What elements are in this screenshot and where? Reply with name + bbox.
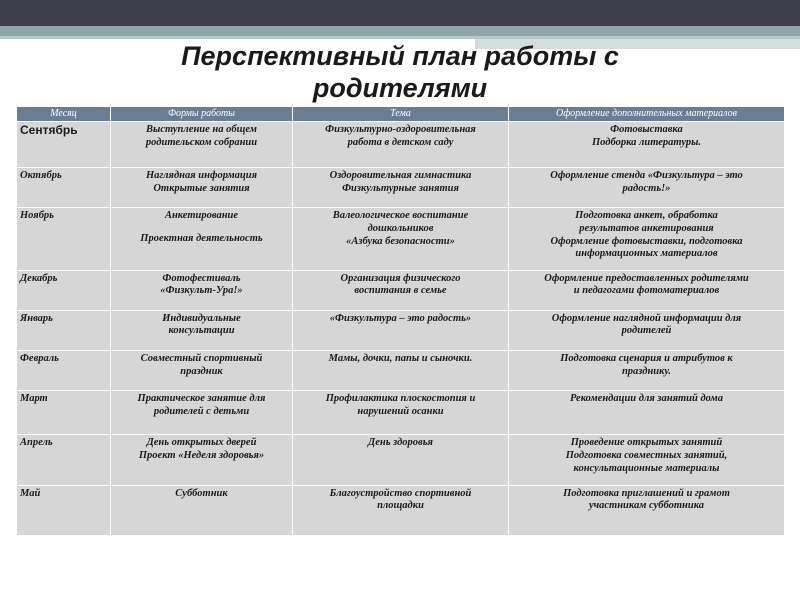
page-title: Перспективный план работы с родителями [181, 41, 619, 103]
cell-line: «Азбука безопасности» [346, 235, 455, 247]
cell-line: «Физкульт-Ура!» [160, 285, 243, 297]
theme-cell [293, 270, 509, 310]
theme-cell [293, 485, 509, 535]
forms-cell [111, 351, 293, 391]
cell-line: Оформление фотовыставки, подготовка [550, 235, 743, 247]
materials-cell [509, 351, 785, 391]
month-cell: Апрель [17, 435, 111, 485]
table-row [17, 351, 785, 391]
table-row [17, 435, 785, 485]
cell-line: Выступление на общем [146, 124, 257, 135]
forms-cell [111, 485, 293, 535]
cell-line: участникам субботника [588, 500, 705, 512]
forms-cell [111, 208, 293, 270]
table-row [17, 208, 785, 270]
forms-cell [111, 122, 293, 168]
header-stripe [0, 26, 800, 36]
table-row [17, 122, 785, 168]
cell-line: Подготовка сценария и атрибутов к [560, 353, 733, 365]
cell-line: Фотофестиваль [162, 272, 241, 284]
cell-line: Профилактика плоскостопия и [325, 393, 476, 405]
cell-line: Благоустройство спортивной [329, 487, 472, 499]
forms-cell [111, 391, 293, 435]
table-row [17, 270, 785, 310]
month-cell: Сентябрь [17, 122, 111, 168]
cell-line: празднику. [621, 365, 672, 377]
top-bar [0, 0, 800, 26]
cell-line: Фотовыставка [610, 124, 683, 135]
cell-line: Подготовка приглашений и грамот [563, 487, 730, 499]
forms-cell [111, 168, 293, 208]
cell-line: праздник [180, 365, 223, 377]
theme-cell [293, 351, 509, 391]
cell-line: Оформление предоставленных родителями [544, 272, 749, 284]
cell-line: Организация физического [340, 272, 461, 284]
cell-line: Субботник [175, 487, 228, 499]
cell-line: Физкультурно-оздоровительная [325, 124, 476, 135]
cell-line: Оформление наглядной информации для [551, 312, 742, 324]
cell-line: Подготовка анкет, обработка [575, 210, 718, 222]
cell-line: и педагогами фотоматериалов [573, 285, 720, 297]
table-row [17, 391, 785, 435]
cell-line: «Физкультура – это радость» [329, 312, 472, 324]
cell-line: Совместный спортивный [140, 353, 263, 365]
cell-line: консультационные материалы [573, 462, 720, 474]
cell-line: родительском собрании [145, 136, 258, 148]
cell-line: День здоровья [368, 437, 433, 449]
cell-line: родителей с детьми [153, 405, 250, 417]
materials-cell [509, 435, 785, 485]
theme-cell [293, 208, 509, 270]
cell-line: Физкультурные занятия [342, 182, 459, 194]
cell-line: День открытых дверей [146, 437, 257, 449]
cell-line: Наглядная информация [146, 170, 257, 182]
cell-line: Подборка литературы. [591, 136, 702, 148]
month-cell: Декабрь [17, 270, 111, 310]
month-cell: Ноябрь [17, 208, 111, 270]
cell-gap [114, 223, 289, 233]
month-cell: Май [17, 485, 111, 535]
table-row [17, 168, 785, 208]
plan-table [16, 106, 785, 536]
theme-cell [293, 391, 509, 435]
materials-cell [509, 310, 785, 350]
materials-cell [509, 485, 785, 535]
cell-line: Оздоровительная гимнастика [329, 170, 472, 182]
cell-line: Проект «Неделя здоровья» [138, 450, 265, 462]
month-cell: Февраль [17, 351, 111, 391]
cell-line: радость!» [622, 182, 671, 194]
theme-cell [293, 435, 509, 485]
table-row [17, 485, 785, 535]
cell-line: Подготовка совместных занятий, [565, 450, 728, 462]
cell-line: площадки [377, 500, 424, 512]
cell-line: Мамы, дочки, папы и сыночки. [328, 353, 473, 365]
cell-line: родителей [621, 325, 672, 337]
cell-line: информационных материалов [575, 248, 718, 260]
materials-cell [509, 122, 785, 168]
cell-line: Анкетирование [164, 210, 239, 222]
cell-line: Оформление стенда «Физкультура – это [550, 170, 743, 182]
month-cell: Октябрь [17, 168, 111, 208]
materials-cell [509, 270, 785, 310]
cell-line: нарушений осанки [357, 405, 444, 417]
cell-line: Индивидуальные [162, 312, 241, 324]
theme-cell [293, 122, 509, 168]
cell-line: Практическое занятие для [137, 393, 266, 405]
cell-line: Проектная деятельность [140, 233, 263, 244]
month-cell: Март [17, 391, 111, 435]
theme-cell [293, 168, 509, 208]
cell-line: консультации [168, 325, 235, 337]
forms-cell [111, 270, 293, 310]
cell-line: дошкольников [367, 223, 434, 234]
table-row [17, 310, 785, 350]
column-header-forms: Формы работы [111, 107, 293, 122]
forms-cell [111, 310, 293, 350]
column-header-materials: Оформление дополнительных материалов [509, 107, 785, 122]
cell-line: Проведение открытых занятий [570, 437, 723, 449]
materials-cell [509, 168, 785, 208]
cell-line: Открытые занятия [153, 182, 250, 194]
theme-cell [293, 310, 509, 350]
table-header-row [17, 107, 785, 122]
materials-cell [509, 391, 785, 435]
cell-line: Рекомендации для занятий дома [570, 393, 723, 405]
cell-line: работа в детском саду [347, 136, 454, 148]
forms-cell [111, 435, 293, 485]
cell-line: Валеологическое воспитание [332, 210, 469, 222]
materials-cell [509, 208, 785, 270]
column-header-month: Месяц [17, 107, 111, 122]
cell-line: воспитания в семье [354, 285, 447, 297]
month-cell: Январь [17, 310, 111, 350]
cell-line: результатов анкетирования [579, 223, 714, 234]
column-header-theme: Тема [293, 107, 509, 122]
